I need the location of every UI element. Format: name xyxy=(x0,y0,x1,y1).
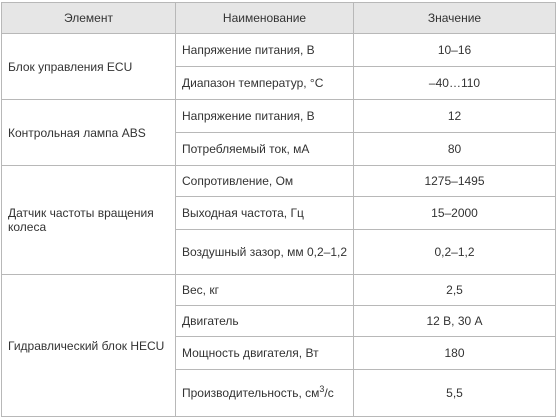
parameter-name: Двигатель xyxy=(176,306,354,337)
parameter-value: 80 xyxy=(354,133,556,166)
table-row xyxy=(2,275,556,306)
parameter-value: 10–16 xyxy=(354,34,556,67)
header-name: Наименование xyxy=(176,3,354,34)
element-cell-hecu: Гидравлический блок HECU xyxy=(2,275,176,417)
table-row xyxy=(2,166,556,197)
parameter-value: 180 xyxy=(354,337,556,370)
parameter-value: 0,2–1,2 xyxy=(354,230,556,275)
parameter-value: 15–2000 xyxy=(354,197,556,230)
parameter-name xyxy=(176,370,354,417)
parameter-name: Напряжение питания, В xyxy=(176,34,354,67)
parameter-name: Мощность двигателя, Вт xyxy=(176,337,354,370)
header-row xyxy=(2,3,556,34)
parameter-value: 12 В, 30 А xyxy=(354,306,556,337)
parameter-name: Воздушный зазор, мм 0,2–1,2 xyxy=(176,230,354,275)
table-row xyxy=(2,34,556,67)
parameter-name: Потребляемый ток, мА xyxy=(176,133,354,166)
parameter-name-suffix: /с xyxy=(324,386,334,400)
superscript: 3 xyxy=(319,384,325,394)
header-element: Элемент xyxy=(2,3,176,34)
parameter-name: Сопротивление, Ом xyxy=(176,166,354,197)
element-cell-wheel-sensor: Датчик частоты вращения колеса xyxy=(2,166,176,275)
specifications-table xyxy=(1,2,556,417)
table-row xyxy=(2,100,556,133)
parameter-value: 12 xyxy=(354,100,556,133)
parameter-value: –40…110 xyxy=(354,67,556,100)
parameter-name: Напряжение питания, В xyxy=(176,100,354,133)
element-cell-abs-lamp: Контрольная лампа ABS xyxy=(2,100,176,166)
parameter-name: Вес, кг xyxy=(176,275,354,306)
parameter-name-text: Производительность, см xyxy=(182,386,320,400)
parameter-value: 1275–1495 xyxy=(354,166,556,197)
parameter-name: Диапазон температур, °С xyxy=(176,67,354,100)
parameter-value: 5,5 xyxy=(354,370,556,417)
parameter-name: Выходная частота, Гц xyxy=(176,197,354,230)
header-value: Значение xyxy=(354,3,556,34)
parameter-value: 2,5 xyxy=(354,275,556,306)
element-cell-ecu: Блок управления ECU xyxy=(2,34,176,100)
